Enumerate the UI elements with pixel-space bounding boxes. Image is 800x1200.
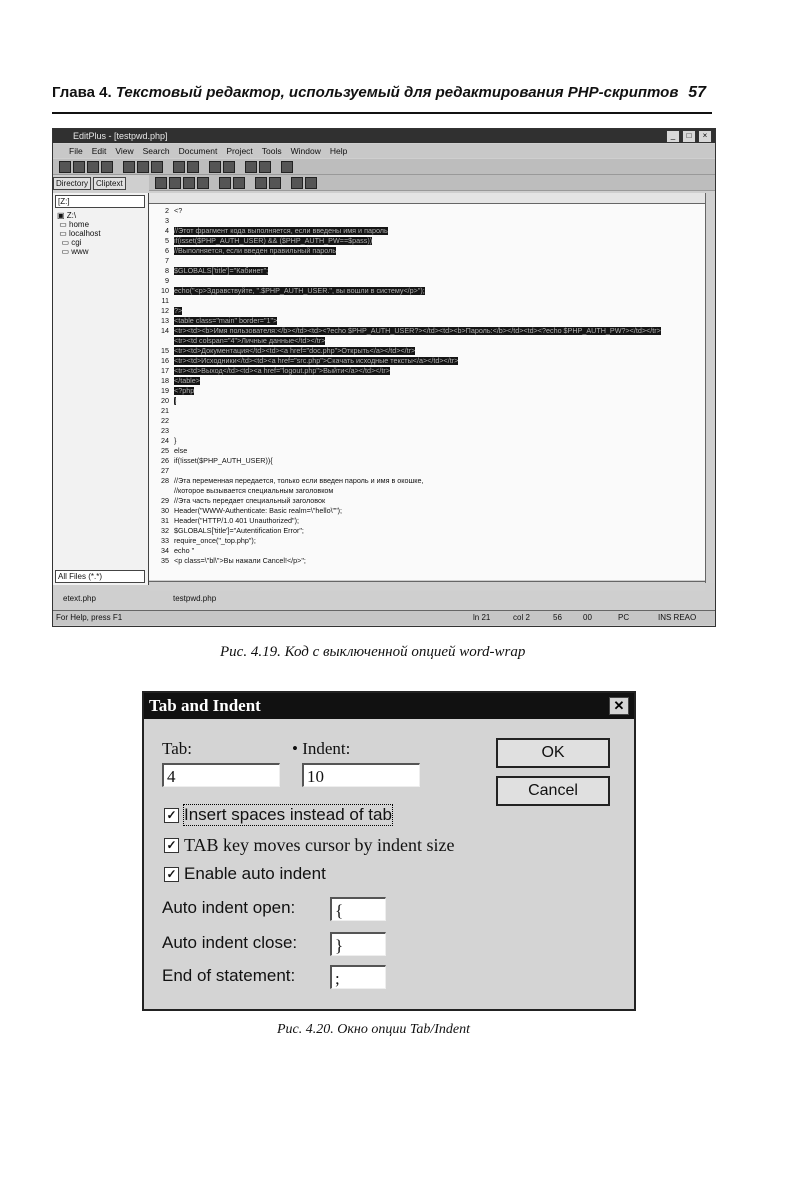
line-number: 15 [161, 346, 169, 355]
code-text: echo " [174, 546, 195, 555]
maximize-icon[interactable]: □ [682, 130, 696, 143]
selected-code-text: <table class="main" border="1"> [174, 316, 278, 325]
editor-screenshot [52, 128, 716, 627]
form-icon[interactable] [305, 177, 317, 189]
line-number: 25 [161, 446, 169, 455]
code-line [149, 256, 174, 266]
tree-item[interactable]: ▭ www [57, 247, 89, 256]
word-wrap-icon[interactable] [245, 161, 257, 173]
directory-pane [53, 193, 149, 585]
line-number: 27 [161, 466, 169, 475]
drive-select[interactable]: [Z:] [55, 195, 145, 208]
selected-code-text: if(isset($PHP_AUTH_USER) && ($PHP_AUTH_PW==$pass)) [174, 236, 373, 245]
line-number: 13 [161, 316, 169, 325]
main-toolbar [53, 159, 715, 175]
line-number: 30 [161, 506, 169, 515]
end-of-statement-field[interactable]: ; [330, 965, 386, 989]
editor-titlebar [53, 129, 715, 143]
auto-indent-checkbox[interactable]: ✓ [164, 867, 179, 882]
code-line [149, 396, 176, 406]
file-tab-etext[interactable]: etext.php [63, 594, 96, 603]
line-number: 24 [161, 436, 169, 445]
code-line [149, 386, 194, 396]
html-toolbar [149, 175, 715, 191]
tab-size-field[interactable]: 4 [162, 763, 280, 787]
status-ins: INS REAO [658, 613, 697, 622]
code-line [149, 466, 174, 476]
line-number: 21 [161, 406, 169, 415]
code-line [149, 526, 304, 536]
code-line [149, 456, 273, 466]
code-line [149, 326, 661, 336]
code-line [149, 376, 200, 386]
code-line [149, 506, 342, 516]
menu-help[interactable]: Help [329, 146, 348, 156]
line-number: 31 [161, 516, 169, 525]
menu-edit[interactable]: Edit [91, 146, 107, 156]
tab-indent-dialog [142, 691, 636, 1011]
code-text: //которое вызывается специальным заголовком [174, 486, 334, 495]
line-number: 6 [165, 246, 169, 255]
selected-code-text: $GLOBALS['title']="Кабинет"; [174, 266, 269, 275]
code-line [149, 336, 325, 346]
line-number: 3 [165, 216, 169, 225]
selected-code-text: <tr><td colspan="4">Личные данные</td></tr> [174, 336, 326, 345]
selected-code-text: ?> [174, 306, 183, 315]
tree-item[interactable]: ▭ home [57, 220, 90, 229]
directory-tree [57, 211, 101, 256]
code-text: Header("WWW-Authenticate: Basic realm=\"hello\""); [174, 506, 343, 515]
code-line [149, 516, 299, 526]
selected-code-text: </table> [174, 376, 200, 385]
find-icon[interactable] [209, 161, 221, 173]
selected-code-text: <?php [174, 386, 195, 395]
code-text: //Эта переменная передается, только если введен пароль и имя в окошке, [174, 476, 424, 485]
copy-icon[interactable] [137, 161, 149, 173]
font-icon[interactable] [197, 177, 209, 189]
vertical-scrollbar[interactable] [705, 193, 715, 583]
bold-icon[interactable] [155, 177, 167, 189]
selected-code-text: <tr><td>Выход</td><td><a href="logout.php">Выйти</a></td></tr> [174, 366, 390, 375]
line-number: 23 [161, 426, 169, 435]
paragraph-icon[interactable] [219, 177, 231, 189]
menu-search[interactable]: Search [142, 146, 170, 156]
code-text: else [174, 446, 188, 455]
menu-file[interactable]: File [69, 146, 83, 156]
ruler-icon[interactable] [259, 161, 271, 173]
code-line [149, 406, 174, 416]
line-number: 14 [161, 326, 169, 335]
code-text: } [174, 436, 177, 445]
code-line [149, 416, 174, 426]
chapter-prefix: Глава 4. [52, 84, 112, 101]
replace-icon[interactable] [223, 161, 235, 173]
code-line [149, 356, 458, 366]
italic-icon[interactable] [169, 177, 181, 189]
code-line [149, 546, 194, 556]
chapter-heading [52, 84, 678, 101]
table-icon[interactable] [291, 177, 303, 189]
line-number: 11 [161, 296, 169, 305]
line-number: 17 [161, 366, 169, 375]
tab-key-indent-checkbox[interactable]: ✓ [164, 838, 179, 853]
horizontal-scrollbar[interactable] [149, 581, 705, 591]
figure-caption-4-19: Рис. 4.19. Код с выключенной опцией word-wrap [220, 644, 526, 660]
tab-directory[interactable]: Directory [53, 177, 91, 190]
line-number: 22 [161, 416, 169, 425]
auto-indent-close-field[interactable]: } [330, 932, 386, 956]
code-line [149, 476, 423, 486]
page-number: 57 [688, 84, 706, 101]
line-number: 10 [161, 286, 169, 295]
end-of-statement-label: End of statement: [162, 966, 296, 985]
line-number: 16 [161, 356, 169, 365]
code-line [149, 366, 390, 376]
menu-window[interactable]: Window [290, 146, 321, 156]
redo-icon[interactable] [187, 161, 199, 173]
editor-window-title: EditPlus - [testpwd.php] [73, 131, 168, 141]
code-line [149, 246, 336, 256]
minimize-icon[interactable]: _ [666, 130, 680, 143]
line-number: 35 [161, 556, 169, 565]
status-num2: 00 [583, 613, 592, 622]
code-line [149, 266, 268, 276]
selected-code-text: <tr><td>Документация</td><td><a href="doc.php">Открыть</a></td></tr> [174, 346, 416, 355]
save-icon[interactable] [87, 161, 99, 173]
code-line [149, 446, 187, 456]
status-help: For Help, press F1 [56, 613, 123, 622]
browser-icon[interactable] [281, 161, 293, 173]
menu-document[interactable]: Document [178, 146, 218, 156]
menu-tools[interactable]: Tools [261, 146, 282, 156]
dialog-title: Tab and Indent [149, 696, 261, 715]
line-number: 20 [161, 396, 169, 405]
selected-code-text: //Выполняется, если введен правильный пароль [174, 246, 337, 255]
line-number: 29 [161, 496, 169, 505]
line-number: 28 [161, 476, 169, 485]
selected-code-text: <tr><td>Исходники</td><td><a href="src.php">Скачать исходные тексты</a></td></tr> [174, 356, 459, 365]
tab-cliptext[interactable]: Cliptext [93, 177, 126, 190]
tab-label: Tab: [162, 739, 192, 758]
selected-code-text: } [174, 396, 177, 405]
code-text: <p class=\"bl\">Вы нажали Cancel!</p>"; [174, 556, 306, 565]
code-line [149, 236, 372, 246]
file-filter-select[interactable]: All Files (*.*) [55, 570, 145, 583]
line-number: 33 [161, 536, 169, 545]
tab-key-indent-label: TAB key moves cursor by indent size [184, 835, 455, 855]
line-number: 7 [165, 256, 169, 265]
code-line [149, 486, 333, 496]
code-line [149, 276, 174, 286]
line-number: 19 [161, 386, 169, 395]
code-line [149, 306, 182, 316]
line-number: 9 [165, 276, 169, 285]
auto-indent-label: Enable auto indent [184, 864, 326, 883]
file-tabs [53, 592, 715, 606]
code-line [149, 216, 174, 226]
code-text: require_once("_top.php"); [174, 536, 256, 545]
editor-ruler [149, 193, 705, 204]
line-number: 26 [161, 456, 169, 465]
code-text: $GLOBALS['title']="Autentification Error"; [174, 526, 304, 535]
undo-icon[interactable] [173, 161, 185, 173]
indent-size-field[interactable]: 10 [302, 763, 420, 787]
ok-button[interactable]: OK [496, 738, 610, 768]
indent-label: • Indent: [292, 739, 351, 758]
auto-indent-close-label: Auto indent close: [162, 933, 298, 952]
status-mode: PC [618, 613, 630, 622]
auto-indent-open-field[interactable]: { [330, 897, 386, 921]
insert-spaces-checkbox[interactable]: ✓ [164, 808, 179, 823]
dialog-titlebar [144, 693, 634, 719]
auto-indent-open-label: Auto indent open: [162, 898, 296, 917]
left-pane-tabs [53, 177, 126, 190]
anchor-icon[interactable] [255, 177, 267, 189]
selected-code-text: <tr><td><b>Имя пользователя:</b></td><td><?echo $PHP_AUTH_USER?></td><td><b>Пароль:</b></td><td><?echo $PHP_AUTH_PW?></td></tr> [174, 326, 661, 335]
close-icon[interactable]: × [698, 130, 712, 143]
line-number: 8 [165, 266, 169, 275]
cancel-button[interactable]: Cancel [496, 776, 610, 806]
line-number: 12 [161, 306, 169, 315]
line-number: 34 [161, 546, 169, 555]
file-tab-testpwd[interactable]: testpwd.php [173, 594, 217, 603]
selected-code-text: //Этот фрагмент кода выполняется, если введены имя и пароль [174, 226, 388, 235]
line-number: 4 [165, 226, 169, 235]
code-text: <? [174, 206, 183, 215]
new-file-icon[interactable] [59, 161, 71, 173]
underline-icon[interactable] [183, 177, 195, 189]
tree-item[interactable]: ▣ Z:\ [57, 211, 77, 220]
editor-menubar [53, 144, 716, 158]
line-number: 32 [161, 526, 169, 535]
break-icon[interactable] [233, 177, 245, 189]
open-file-icon[interactable] [73, 161, 85, 173]
code-line [149, 346, 415, 356]
cut-icon[interactable] [123, 161, 135, 173]
code-line [149, 536, 256, 546]
menu-view[interactable]: View [115, 146, 134, 156]
insert-spaces-label: Insert spaces instead of tab [184, 805, 392, 824]
selected-code-text: echo("<p>Здравствуйте, ".$PHP_AUTH_USER.", вы вошли в систему</p>"); [174, 286, 425, 295]
tree-item[interactable]: ▭ localhost [57, 229, 101, 238]
header-rule [52, 112, 712, 114]
line-number: 2 [165, 206, 169, 215]
code-line [149, 316, 277, 326]
close-icon[interactable]: ✕ [609, 697, 629, 715]
code-text: if(!isset($PHP_AUTH_USER)){ [174, 456, 273, 465]
code-line [149, 296, 174, 306]
running-header [52, 82, 712, 110]
code-line [149, 206, 182, 216]
code-text: //Эта часть передает специальный заголовок [174, 496, 326, 505]
status-bar [53, 610, 715, 625]
code-line [149, 426, 174, 436]
line-number: 18 [161, 376, 169, 385]
paste-icon[interactable] [151, 161, 163, 173]
code-area[interactable] [149, 204, 705, 580]
status-col: col 2 [513, 613, 530, 622]
menu-project[interactable]: Project [226, 146, 253, 156]
status-num1: 56 [553, 613, 562, 622]
status-line: ln 21 [473, 613, 491, 622]
code-line [149, 496, 325, 506]
print-icon[interactable] [101, 161, 113, 173]
line-number: 5 [165, 236, 169, 245]
code-line [149, 226, 388, 236]
code-line [149, 556, 306, 566]
figure-caption-4-20: Рис. 4.20. Окно опции Tab/Indent [277, 1022, 471, 1037]
image-icon[interactable] [269, 177, 281, 189]
code-line [149, 436, 176, 446]
code-line [149, 286, 425, 296]
code-text: Header("HTTP/1.0 401 Unauthorized"); [174, 516, 299, 525]
chapter-title: Текстовый редактор, используемый для редактирования PHP-скриптов [115, 84, 679, 101]
tree-item[interactable]: ▭ cgi [57, 238, 82, 247]
